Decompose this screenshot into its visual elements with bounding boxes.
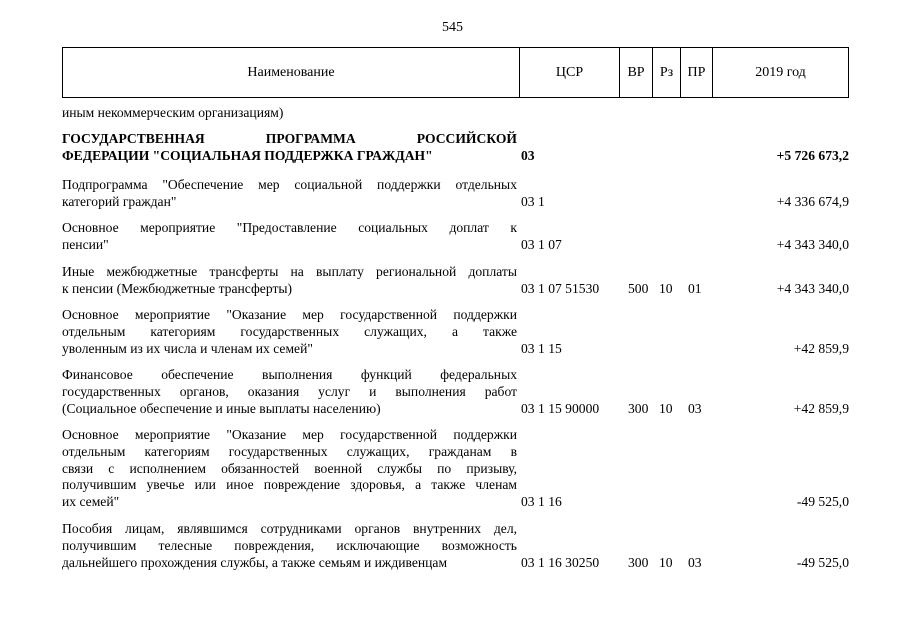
header-year: 2019 год [712,48,848,97]
row-csr: 03 1 [521,193,545,209]
row-rz: 10 [659,400,673,416]
row-name-line: к пенсии (Межбюджетные трансферты) [62,280,293,296]
row-vr: 500 [628,280,649,296]
row-pr: 03 [688,400,702,416]
row-pr: 01 [688,280,702,296]
row-sum: +4 336 674,9 [776,193,849,209]
row-name-line: уволенным из их числа и членам их семей" [62,340,313,356]
row-sum: -49 525,0 [796,554,849,570]
row-name [62,105,517,122]
row-vr: 300 [628,554,649,570]
row-name-line: ГОСУДАРСТВЕННАЯ ПРОГРАММА РОССИЙСКОЙ [62,131,517,146]
row-name [62,264,517,298]
header-rz: Рз [652,48,680,97]
row-sum: +4 343 340,0 [776,236,849,252]
row-name-line: (Социальное обеспечение и иные выплаты населению) [62,400,381,416]
row-csr: 03 1 07 51530 [521,280,600,296]
page-number: 545 [442,20,463,35]
row-sum: -49 525,0 [796,494,849,510]
row-name-line: категорий граждан" [62,193,177,209]
row-name-line: Пособия лицам, являвшимся сотрудниками органов внутренних дел, [62,521,517,536]
row-csr: 03 1 07 [521,236,562,252]
row-csr: 03 1 15 90000 [521,400,600,416]
row-name-line: Подпрограмма "Обеспечение мер социальной поддержки отдельных [62,177,517,192]
row-name [62,367,517,417]
header-csr: ЦСР [519,48,619,97]
row-name-line: получившим телесные повреждения, исключающие возможность [62,537,517,553]
row-name-line: Основное мероприятие "Оказание мер государственной поддержки [62,307,517,322]
row-name-line: дальнейшего прохождения службы, а также семьям и иждивенцам [62,554,448,570]
row-name [62,427,517,511]
row-name-line: пенсии" [62,236,109,252]
row-sum: +5 726 673,2 [776,147,849,163]
row-pr: 03 [688,554,702,570]
header-pr: ПР [680,48,712,97]
row-name-line: иным некоммерческим организациям) [62,105,284,120]
row-rz: 10 [659,554,673,570]
row-name-line: их семей" [62,494,120,510]
row-csr: 03 1 16 [521,494,562,510]
row-name-line: отдельным категориям государственных служащих, а также [62,323,517,339]
header-name: Наименование [247,64,335,80]
row-sum: +42 859,9 [793,400,849,416]
row-rz: 10 [659,280,673,296]
row-name [62,307,517,357]
row-name-line: Финансовое обеспечение выполнения функций федеральных [62,367,517,382]
row-name-line: связи с исполнением обязанностей военной службы по призыву, [62,460,517,476]
row-name-line: государственных органов, оказания услуг и выполнения работ [62,383,517,399]
row-csr: 03 1 15 [521,340,562,356]
row-name-line: отдельным категориям государственных служащих, гражданам в [62,443,517,459]
row-sum: +4 343 340,0 [776,280,849,296]
table-header [62,47,849,98]
row-name-line: Основное мероприятие "Предоставление социальных доплат к [62,220,517,235]
row-csr: 03 [521,147,535,163]
row-name [62,131,517,165]
row-name-line: Иные межбюджетные трансферты на выплату региональной доплаты [62,264,517,279]
row-name [62,521,517,571]
row-name-line: Основное мероприятие "Оказание мер государственной поддержки [62,427,517,442]
row-name-line: получившим увечье или иное повреждение здоровья, а также членам [62,477,517,493]
row-sum: +42 859,9 [793,340,849,356]
header-vr: ВР [619,48,652,97]
row-name [62,177,517,211]
row-name [62,220,517,254]
row-csr: 03 1 16 30250 [521,554,600,570]
row-name-line: ФЕДЕРАЦИИ "СОЦИАЛЬНАЯ ПОДДЕРЖКА ГРАЖДАН" [62,147,433,163]
row-vr: 300 [628,400,649,416]
